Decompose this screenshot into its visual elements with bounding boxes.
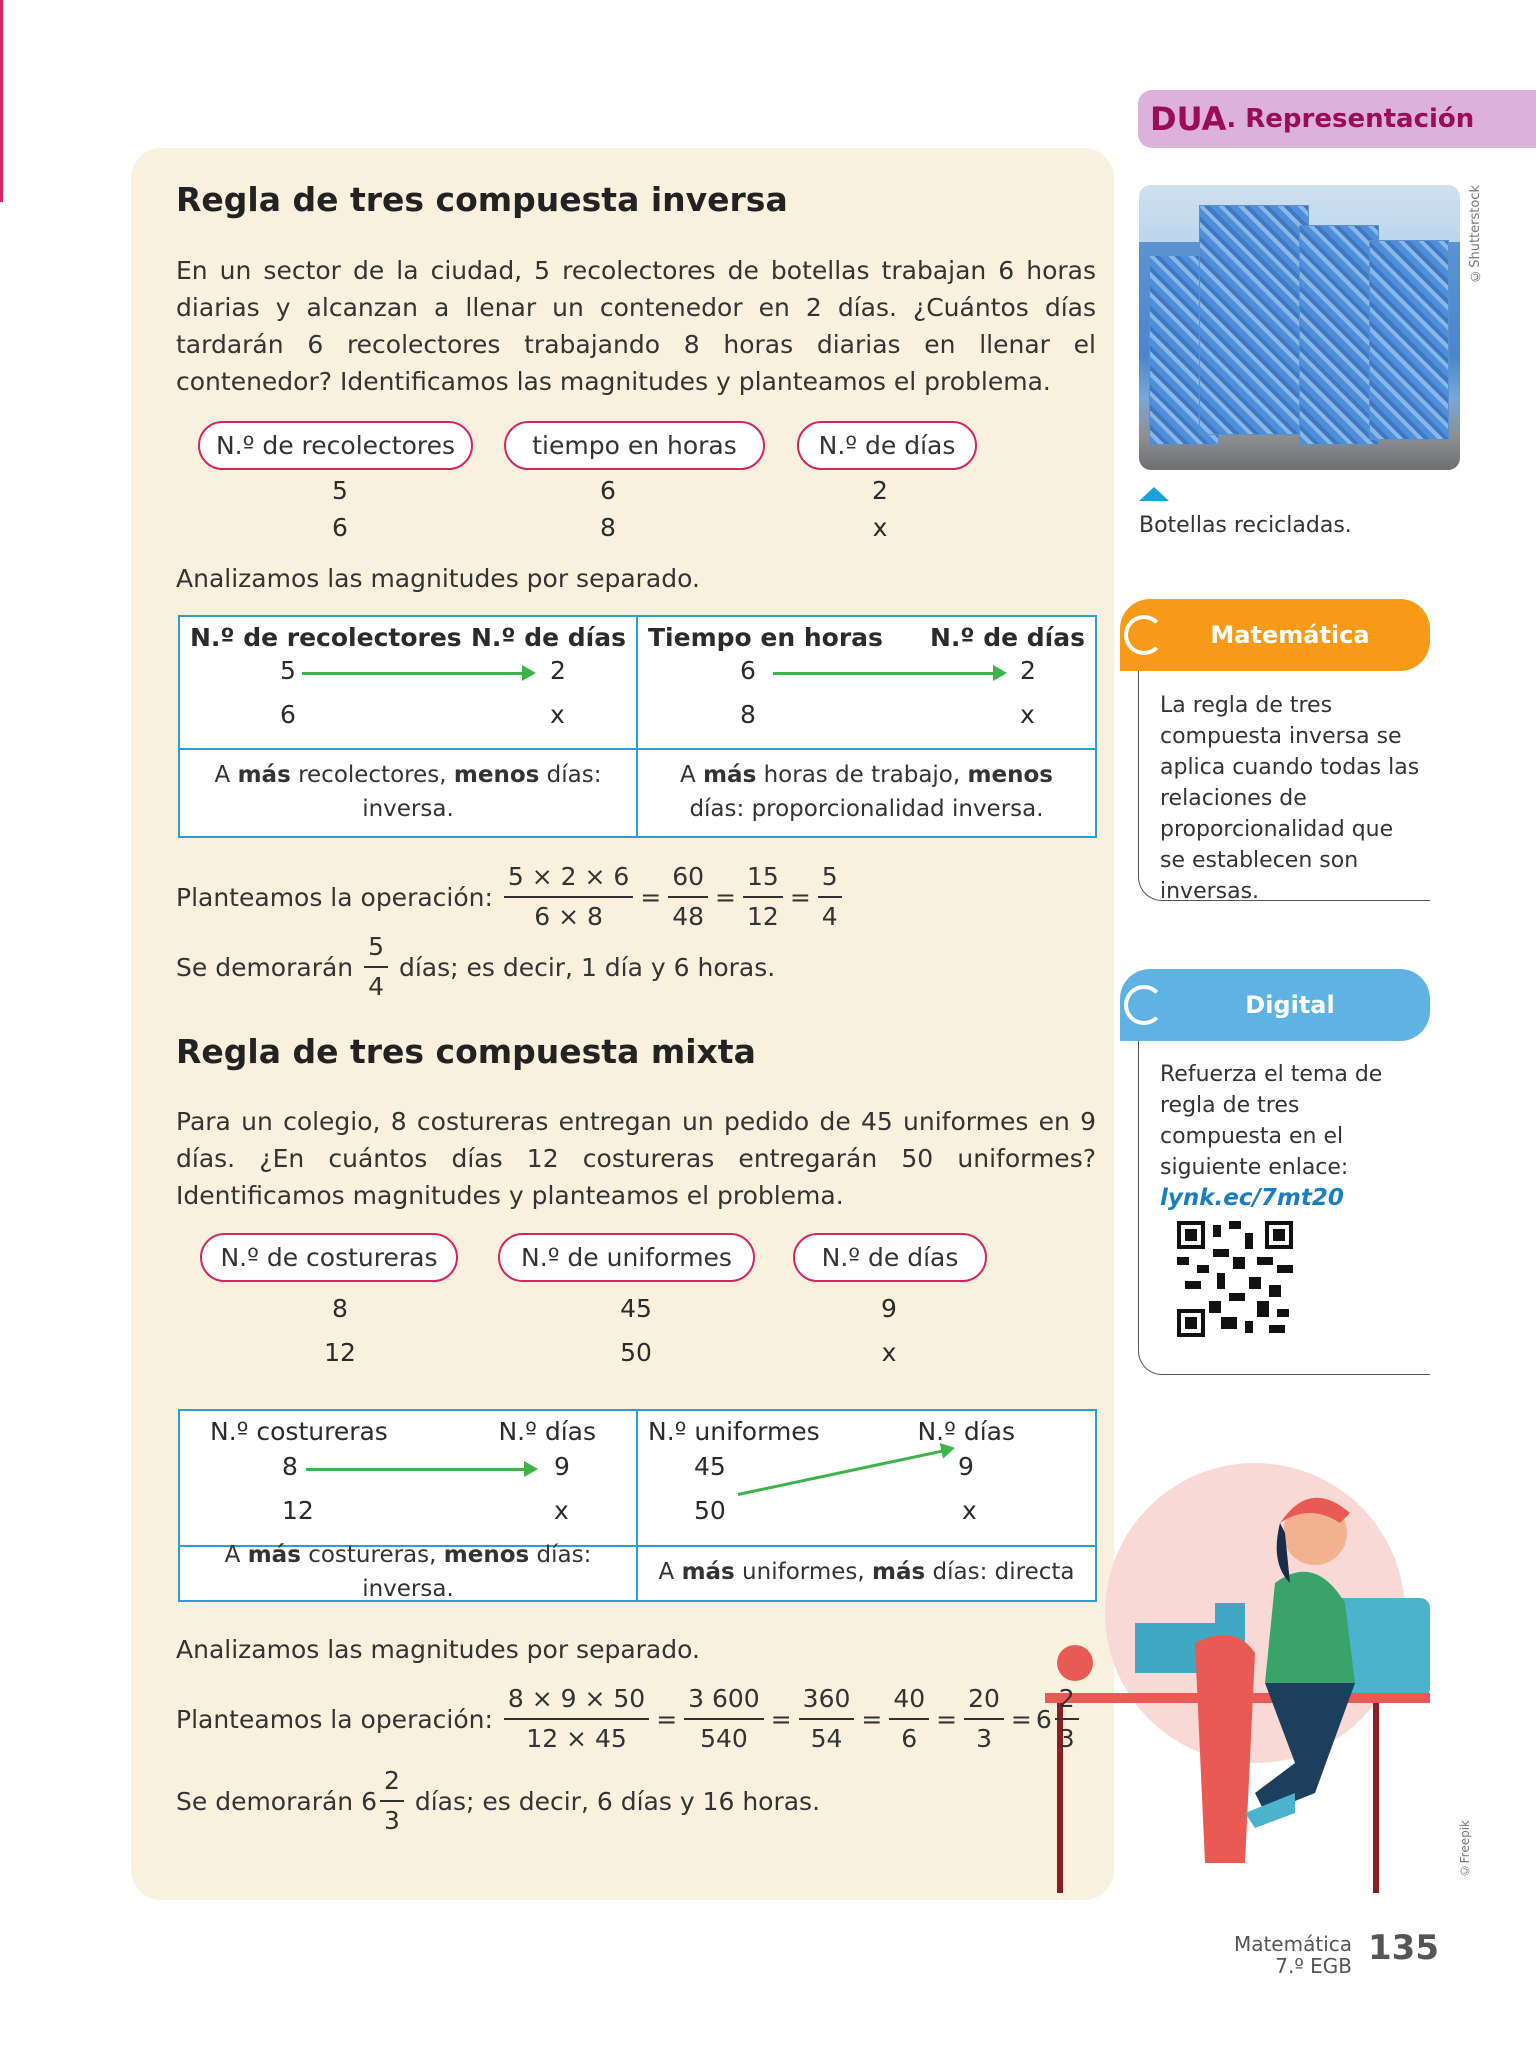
hook-icon [1124, 615, 1164, 655]
cell: 5 [280, 656, 296, 685]
value: 8 [332, 1294, 348, 1323]
section-title-mixta: Regla de tres compuesta mixta [176, 1032, 756, 1071]
operation-1: Planteamos la operación: $\frac{5 \times 2 \times 6}{6 \times 8}$ = $\frac{60}{48}$ = $\frac{15}{12}$ = $\frac{5}{4}$ [176, 858, 845, 936]
cell: 9 [554, 1452, 570, 1481]
arrow-icon [302, 672, 532, 675]
caption-triangle-icon [1139, 487, 1169, 501]
result-1: Se demorarán $\frac{5}{4}$ días; es decir, 1 día y 6 horas. [176, 928, 775, 1006]
fraction: $\frac{5 \times 2 \times 6}{6 \times 8}$ [504, 858, 633, 936]
pill-uniformes: N.º de uniformes [498, 1233, 755, 1282]
cell: 50 [694, 1496, 726, 1525]
digital-box-header: Digital [1120, 969, 1430, 1041]
qr-code-icon[interactable] [1177, 1221, 1293, 1337]
footer-subject [1234, 1933, 1352, 1977]
value: 8 [600, 513, 616, 542]
relation-note: A más recolectores, menos días: inversa. [214, 762, 602, 822]
value: 6 [600, 476, 616, 505]
math-box-text: La regla de tres compuesta inversa se aplica cuando todas las relaciones de proporcionalidad que se establecen son inversas. [1160, 693, 1420, 904]
problem-paragraph-1: En un sector de la ciudad, 5 recolectores de botellas trabajan 6 horas diarias y alcanzan a llenar un contenedor en 2 días. ¿Cuántos días tardarán 6 recolectores trabajando 8 horas diarias en llenar el contenedor? Identificamos las magnitudes y planteamos el problema. [176, 256, 1096, 396]
page-edge-marker [0, 0, 3, 202]
fraction: $\frac{2}{3}$ [380, 1762, 404, 1840]
value: 12 [324, 1338, 356, 1367]
dua-banner: DUA . Representación [1138, 90, 1536, 148]
cell: x [962, 1496, 977, 1525]
column-header: N.º días [498, 1417, 596, 1446]
column-header: N.º de días [471, 623, 626, 652]
value: 50 [620, 1338, 652, 1367]
arrow-icon [773, 672, 1003, 675]
footer-grade: 7.º EGB [1275, 1954, 1352, 1978]
fraction: $\frac{20}{3}$ [964, 1680, 1004, 1758]
fraction: $\frac{360}{54}$ [799, 1680, 855, 1758]
column-header: N.º costureras [210, 1417, 388, 1446]
cell: x [554, 1496, 569, 1525]
cell: 12 [282, 1496, 314, 1525]
fraction: $\frac{5}{4}$ [818, 858, 842, 936]
photo-credit: ©Shutterstock [1468, 185, 1483, 283]
digital-link[interactable]: lynk.ec/7mt20 [1160, 1185, 1344, 1211]
digital-box-text: Refuerza el tema de regla de tres compuesta en el siguiente enlace: lynk.ec/7mt20 [1160, 1062, 1383, 1211]
photo-caption: Botellas recicladas. [1139, 513, 1352, 538]
illustration-credit: ©Freepik [1458, 1820, 1472, 1878]
operation-2: Planteamos la operación: $\frac{8 \times 9 \times 50}{12 \times 45}$ = $\frac{3 600}{540}$ = $\frac{360}{54}$ = $\frac{40}{6}$ = $\frac{20}{3}$ = 6 $\frac{2}{3}$ [176, 1680, 1082, 1758]
value: 9 [881, 1294, 897, 1323]
fraction: $\frac{15}{12}$ [743, 858, 783, 936]
pill-dias: N.º de días [793, 1233, 987, 1282]
fraction: $\frac{2}{3}$ [1055, 1680, 1079, 1758]
pill-recolectores: N.º de recolectores [198, 421, 473, 470]
cell: 2 [550, 656, 566, 685]
column-header: N.º de días [930, 623, 1085, 652]
column-header: N.º días [917, 1417, 1015, 1446]
fraction: $\frac{3 600}{540}$ [684, 1680, 764, 1758]
fraction: $\frac{5}{4}$ [364, 928, 388, 1006]
relation-note: A más horas de trabajo, menos días: proporcionalidad inversa. [680, 762, 1053, 822]
arrow-icon [306, 1468, 534, 1471]
column-header: N.º de recolectores [190, 623, 462, 652]
arrow-icon [738, 1448, 952, 1496]
column-header: N.º uniformes [648, 1417, 820, 1446]
seamstress-illustration [1045, 1463, 1455, 1894]
cell: x [1020, 700, 1035, 729]
cell: 6 [740, 656, 756, 685]
cell: 8 [740, 700, 756, 729]
problem-paragraph-2: Para un colegio, 8 costureras entregan un pedido de 45 uniformes en 9 días. ¿En cuántos días 12 costureras entregarán 50 uniformes? Identificamos magnitudes y planteamos el problema. [176, 1107, 1096, 1210]
operation-label: Planteamos la operación: [176, 882, 493, 912]
analysis-table-2 [178, 1409, 1097, 1602]
pill-tiempo: tiempo en horas [504, 421, 765, 470]
value: 2 [872, 476, 888, 505]
cell: 9 [958, 1452, 974, 1481]
pill-dias: N.º de días [797, 421, 977, 470]
section-title-inversa: Regla de tres compuesta inversa [176, 180, 788, 219]
value: x [881, 1338, 897, 1367]
column-header: Tiempo en horas [648, 623, 883, 652]
value: x [872, 513, 888, 542]
hook-icon [1124, 985, 1164, 1025]
analysis-table-1 [178, 615, 1097, 838]
recycled-bottles-photo [1139, 185, 1460, 470]
footer-subject-label: Matemática [1233, 1932, 1352, 1956]
value: 5 [332, 476, 348, 505]
cell: 8 [282, 1452, 298, 1481]
relation-note: A más costureras, menos días: inversa. [224, 1542, 592, 1602]
analysis-label: Analizamos las magnitudes por separado. [176, 1635, 700, 1664]
cell: x [550, 700, 565, 729]
result-2: Se demorarán 6 $\frac{2}{3}$ días; es decir, 6 días y 16 horas. [176, 1762, 820, 1840]
math-box-header: Matemática [1120, 599, 1430, 671]
pill-costureras: N.º de costureras [200, 1233, 458, 1282]
cell: 2 [1020, 656, 1036, 685]
fraction: $\frac{40}{6}$ [889, 1680, 929, 1758]
operation-label: Planteamos la operación: [176, 1704, 493, 1734]
fraction: $\frac{8 \times 9 \times 50}{12 \times 45}$ [504, 1680, 649, 1758]
value: 6 [332, 513, 348, 542]
value: 45 [620, 1294, 652, 1323]
cell: 45 [694, 1452, 726, 1481]
relation-note: A más uniformes, más días: directa [658, 1559, 1075, 1585]
fraction: $\frac{60}{48}$ [668, 858, 708, 936]
analysis-label: Analizamos las magnitudes por separado. [176, 564, 700, 593]
page-number: 135 [1368, 1928, 1439, 1968]
cell: 6 [280, 700, 296, 729]
